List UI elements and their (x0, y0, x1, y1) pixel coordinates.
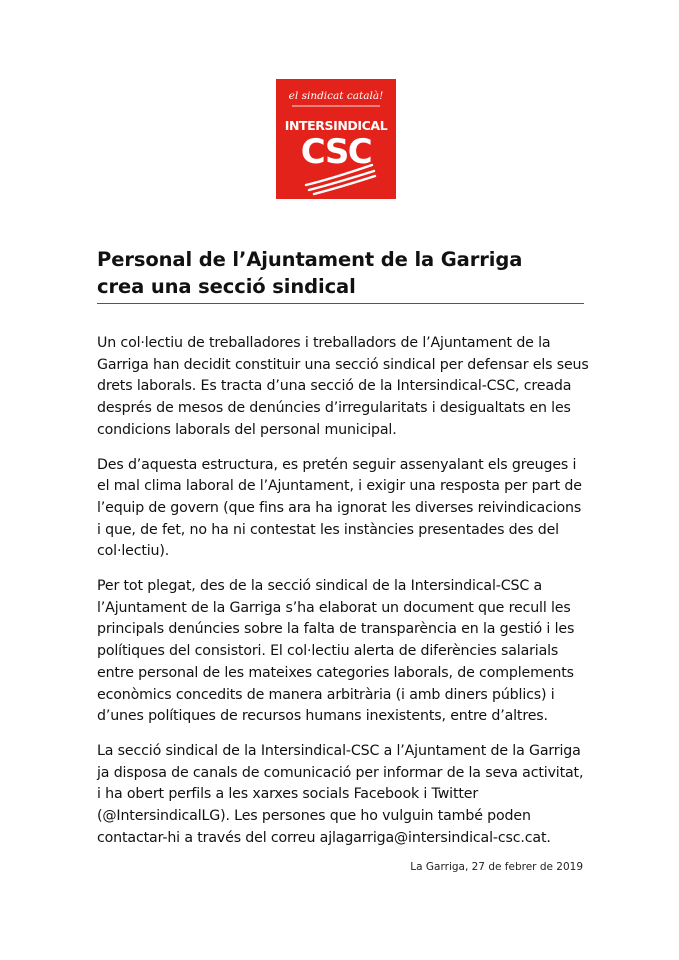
article-date: La Garriga, 27 de febrer de 2019 (410, 861, 583, 873)
logo-name-top: INTERSINDICAL (284, 118, 388, 133)
article-title (97, 246, 587, 300)
logo-graphic (276, 79, 396, 199)
paragraph: La secció sindical de la Intersindical-CSC a l’Ajuntament de la Garriga ja disposa de canals de comunicació per informar de la seva activitat, i ha obert perfils a les xarxes socials Facebook i Twitter (@IntersindicalLG). Les persones que ho vulguin també poden contactar-hi a través del correu ajlagarriga@intersindical-csc.cat. (97, 742, 584, 846)
paragraph: Des d’aquesta estructura, es pretén seguir assenyalant els greuges i el mal clima laboral de l’Ajuntament, i exigir una resposta per part de l’equip de govern (que fins ara ha ignorat les diverses reivindicacions i que, de fet, no ha ni contestat les instàncies presentades des del col·lectiu). (97, 456, 582, 560)
title-divider (97, 303, 584, 304)
article-body (97, 333, 589, 862)
article-title-line-1: Personal de l’Ajuntament de la Garriga (97, 248, 523, 271)
intersindical-csc-logo (276, 79, 396, 199)
article-title-line-2: crea una secció sindical (97, 275, 356, 298)
logo-name-main: CSC (300, 132, 372, 172)
logo-tagline: el sindicat català! (288, 90, 384, 102)
paragraph: Un col·lectiu de treballadores i treballadors de l’Ajuntament de la Garriga han decidit constituir una secció sindical per defensar els seus drets laborals. Es tracta d’una secció de la Intersindical-CSC, creada després de mesos de denúncies d’irregularitats i desigualtats en les condicions laborals del personal municipal. (97, 335, 589, 438)
paragraph: Per tot plegat, des de la secció sindical de la Intersindical-CSC a l’Ajuntament de la Garriga s’ha elaborat un document que recull les principals denúncies sobre la falta de transparència en la gestió i les polítiques del consistori. El col·lectiu alerta de diferències salarials entre personal de les mateixes categories laborals, de complements econòmics concedits de manera arbitrària (i amb diners públics) i d’unes polítiques de recursos humans inexistents, entre d’altres. (97, 578, 575, 725)
